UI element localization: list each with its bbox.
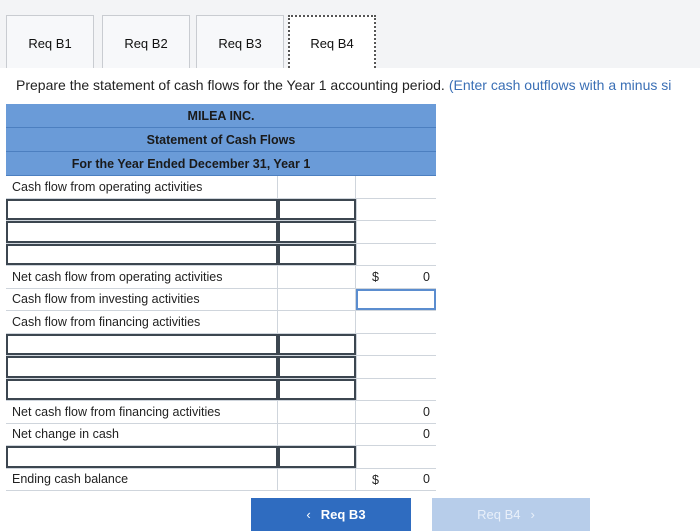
- chevron-right-icon: ›: [530, 507, 535, 522]
- financing-header-row: [6, 311, 436, 334]
- net-financing-value: 0: [423, 404, 430, 419]
- beginning-label-input[interactable]: [6, 446, 278, 468]
- statement-period: For the Year Ended December 31, Year 1: [6, 152, 436, 176]
- row-label: Cash flow from investing activities: [6, 289, 278, 311]
- financing-amount-input-3[interactable]: [278, 379, 356, 401]
- beginning-amount-input[interactable]: [278, 446, 356, 468]
- next-req-label: Req B4: [477, 507, 521, 522]
- financing-label-input-2[interactable]: [6, 356, 278, 378]
- ending-cash-row: [6, 469, 436, 492]
- row-label: Cash flow from operating activities: [6, 176, 278, 198]
- operating-label-input-2[interactable]: [6, 221, 278, 243]
- financing-label-input-3[interactable]: [6, 379, 278, 401]
- operating-input-row-1: [6, 199, 436, 222]
- operating-label-input-1[interactable]: [6, 199, 278, 221]
- beginning-input-row: [6, 446, 436, 469]
- net-financing-row: [6, 401, 436, 424]
- operating-label-input-3[interactable]: [6, 244, 278, 266]
- row-label: Ending cash balance: [6, 469, 278, 491]
- operating-header-row: [6, 176, 436, 199]
- row-label: Net change in cash: [6, 424, 278, 446]
- operating-input-row-3: [6, 244, 436, 267]
- operating-input-row-2: [6, 221, 436, 244]
- net-change-value: 0: [423, 427, 430, 442]
- cash-flow-statement: [6, 104, 436, 491]
- chevron-left-icon: ‹: [306, 507, 311, 522]
- ending-cash-value: [356, 469, 436, 491]
- tab-req-b3[interactable]: Req B3: [196, 15, 284, 71]
- instructions-hint: (Enter cash outflows with a minus si: [448, 77, 672, 93]
- operating-amount-input-1[interactable]: [278, 199, 356, 221]
- financing-amount-input-2[interactable]: [278, 356, 356, 378]
- prev-req-button[interactable]: [251, 498, 411, 531]
- prev-req-label: Req B3: [320, 507, 366, 522]
- financing-label-input-1[interactable]: [6, 334, 278, 356]
- tab-req-b2[interactable]: Req B2: [102, 15, 190, 71]
- investing-row: [6, 289, 436, 312]
- dollar-sign: $: [372, 472, 379, 487]
- value: 0: [423, 269, 430, 284]
- instructions: [0, 68, 700, 102]
- operating-amount-input-2[interactable]: [278, 221, 356, 243]
- instructions-text: Prepare the statement of cash flows for the Year 1 accounting period.: [16, 77, 445, 93]
- row-label: Net cash flow from operating activities: [6, 266, 278, 288]
- financing-input-row-2: [6, 356, 436, 379]
- net-change-row: [6, 424, 436, 447]
- financing-input-row-1: [6, 334, 436, 357]
- tab-req-b1[interactable]: Req B1: [6, 15, 94, 71]
- next-req-button[interactable]: [432, 498, 590, 531]
- financing-input-row-3: [6, 379, 436, 402]
- net-operating-value: [356, 266, 436, 288]
- tab-req-b4[interactable]: Req B4: [288, 15, 376, 71]
- statement-title: Statement of Cash Flows: [6, 128, 436, 152]
- operating-amount-input-3[interactable]: [278, 244, 356, 266]
- investing-amount-input[interactable]: [356, 289, 436, 311]
- net-operating-row: [6, 266, 436, 289]
- company-name: MILEA INC.: [6, 104, 436, 128]
- row-label: Cash flow from financing activities: [6, 311, 278, 333]
- dollar-sign: $: [372, 270, 379, 284]
- row-label: Net cash flow from financing activities: [6, 401, 278, 423]
- financing-amount-input-1[interactable]: [278, 334, 356, 356]
- value: 0: [423, 472, 430, 487]
